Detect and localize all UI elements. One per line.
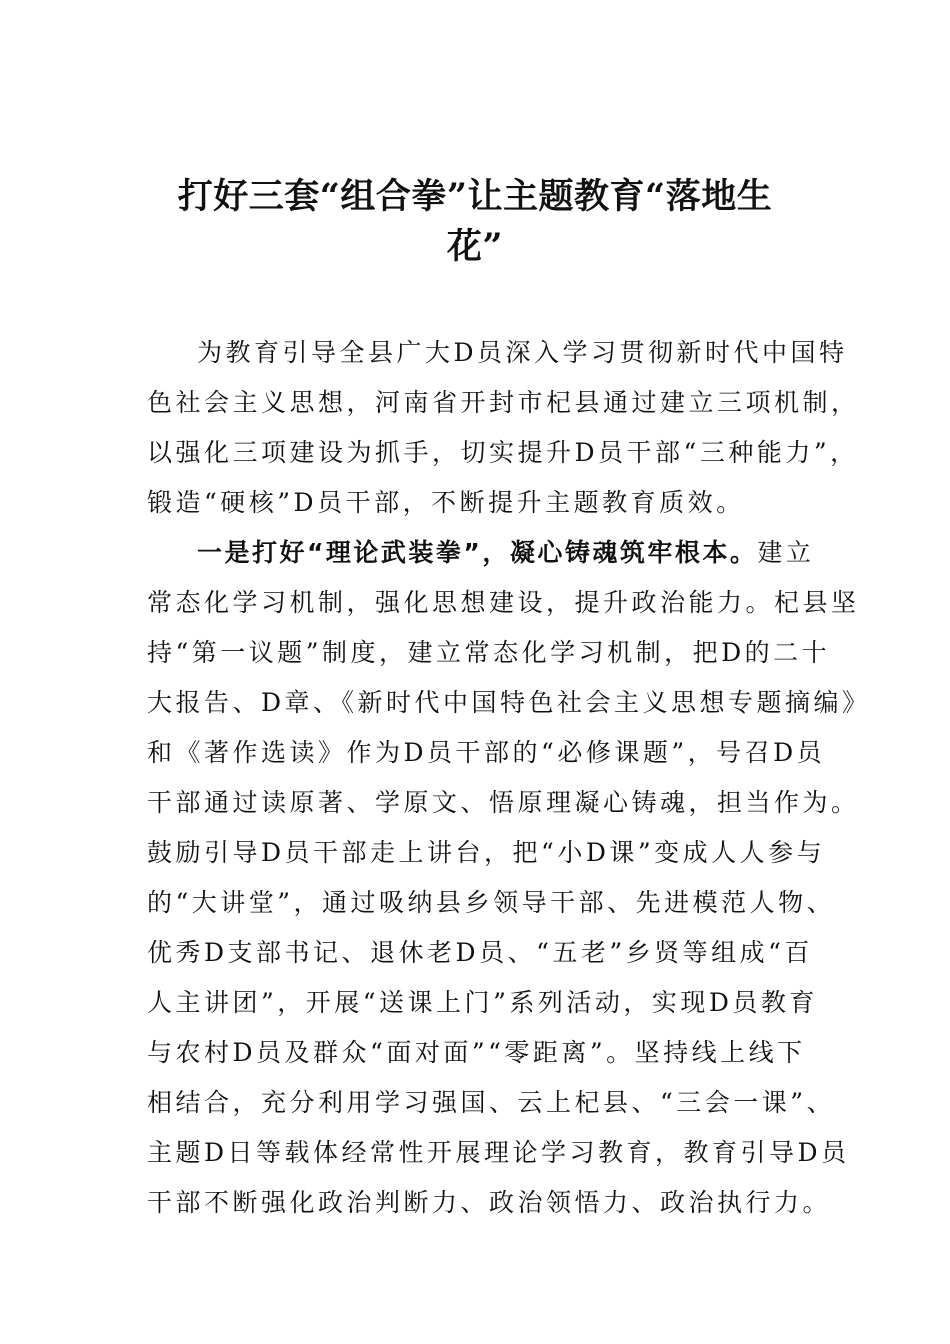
- section-1-paragraph: [147, 528, 871, 1228]
- section-1-line-11: 与农村D员及群众“面对面”“零距离”。坚持线上线下: [147, 1038, 806, 1067]
- intro-line-2: 色社会主义思想，河南省开封市杞县通过建立三项机制，: [147, 388, 860, 417]
- section-1-line-8: 的“大讲堂”，通过吸纳县乡领导干部、先进模范人物、: [147, 888, 836, 917]
- title-line-1: 打好三套“组合拳”让主题教育“落地生: [177, 176, 773, 217]
- section-1-line-9: 优秀D支部书记、退休老D员、“五老”乡贤等组成“百: [147, 938, 813, 967]
- document-title: [150, 172, 800, 272]
- intro-line-1: 为教育引导全县广大D员深入学习贯彻新时代中国特: [197, 338, 848, 367]
- section-1-first-line: [147, 528, 815, 578]
- section-1-line-4: 大报告、D章、《新时代中国特色社会主义思想专题摘编》: [147, 688, 871, 717]
- section-1-line-13: 主题D日等载体经常性开展理论学习教育，教育引导D员: [147, 1138, 850, 1167]
- section-1-line-6: 干部通过读原著、学原文、悟原理凝心铸魂，担当作为。: [147, 788, 860, 817]
- section-1-line-1: 建立: [757, 538, 815, 567]
- intro-paragraph: [147, 328, 860, 528]
- section-1-line-5: 和《著作选读》作为D员干部的“必修课题”，号召D员: [147, 738, 826, 767]
- section-1-line-14: 干部不断强化政治判断力、政治领悟力、政治执行力。: [147, 1188, 832, 1217]
- document-body: [147, 328, 871, 1228]
- intro-line-3: 以强化三项建设为抓手，切实提升D员干部“三种能力”，: [147, 438, 859, 467]
- section-1-line-2: 常态化学习机制，强化思想建设，提升政治能力。杞县坚: [147, 588, 860, 617]
- intro-line-4: 锻造“硬核”D员干部，不断提升主题教育质效。: [147, 488, 745, 517]
- section-1-line-10: 人主讲团”，开展“送课上门”系列活动，实现D员教育: [147, 988, 818, 1017]
- section-1-line-7: 鼓励引导D员干部走上讲台，把“小D课”变成人人参与: [147, 838, 826, 867]
- section-1-line-3: 持“第一议题”制度，建立常态化学习机制，把D的二十: [147, 638, 831, 667]
- section-1-line-12: 相结合，充分利用学习强国、云上杞县、“三会一课”、: [147, 1088, 836, 1117]
- section-1-heading: 一是打好“理论武装拳”，凝心铸魂筑牢根本。: [197, 538, 758, 567]
- title-line-2: 花”: [446, 226, 504, 267]
